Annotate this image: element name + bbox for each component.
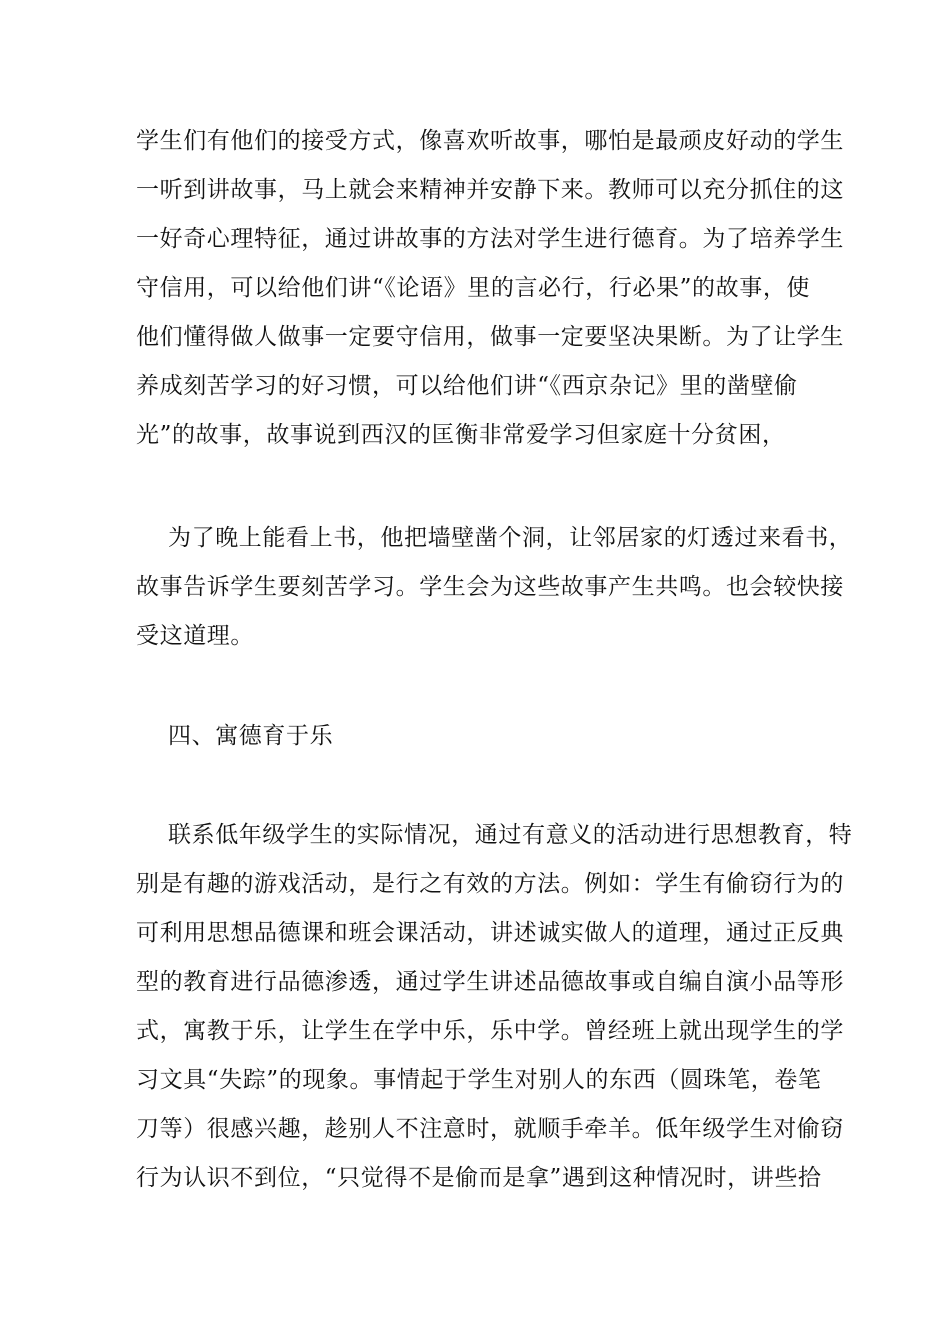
paragraph-line: 为了晚上能看上书，他把墙壁凿个洞，让邻居家的灯透过来看书， <box>168 525 853 551</box>
paragraph-line: 行为认识不到位，“只觉得不是偷而是拿”遇到这种情况时，讲些拾 <box>136 1165 822 1191</box>
paragraph-line: 一听到讲故事，马上就会来精神并安静下来。教师可以充分抓住的这 <box>136 177 844 203</box>
paragraph-line: 型的教育进行品德渗透，通过学生讲述品德故事或自编自演小品等形 <box>136 969 844 995</box>
paragraph-line: 他们懂得做人做事一定要守信用，做事一定要坚决果断。为了让学生 <box>136 324 844 350</box>
section-heading: 四、寓德育于乐 <box>168 723 334 749</box>
paragraph-line: 受这道理。 <box>136 623 254 649</box>
paragraph-line: 可利用思想品德课和班会课活动，讲述诚实做人的道理，通过正反典 <box>136 920 844 946</box>
paragraph-line: 光”的故事，故事说到西汉的匡衡非常爱学习但家庭十分贫困， <box>136 422 786 448</box>
paragraph-line: 养成刻苦学习的好习惯，可以给他们讲“《西京杂记》里的凿壁偷 <box>136 373 798 399</box>
paragraph-line: 式，寓教于乐，让学生在学中乐，乐中学。曾经班上就出现学生的学 <box>136 1018 844 1044</box>
paragraph-line: 学生们有他们的接受方式，像喜欢听故事，哪怕是最顽皮好动的学生 <box>136 128 844 154</box>
paragraph-line: 习文具“失踪”的现象。事情起于学生对别人的东西（圆珠笔，卷笔 <box>136 1067 822 1093</box>
paragraph-line: 别是有趣的游戏活动，是行之有效的方法。例如：学生有偷窃行为的 <box>136 871 844 897</box>
paragraph-line: 联系低年级学生的实际情况，通过有意义的活动进行思想教育，特 <box>168 822 853 848</box>
paragraph-line: 故事告诉学生要刻苦学习。学生会为这些故事产生共鸣。也会较快接 <box>136 574 844 600</box>
paragraph-line: 刀等）很感兴趣，趁别人不注意时，就顺手牵羊。低年级学生对偷窃 <box>136 1116 844 1142</box>
paragraph-line: 一好奇心理特征，通过讲故事的方法对学生进行德育。为了培养学生 <box>136 226 844 252</box>
paragraph-line: 守信用，可以给他们讲“《论语》里的言必行，行必果”的故事，使 <box>136 275 811 301</box>
